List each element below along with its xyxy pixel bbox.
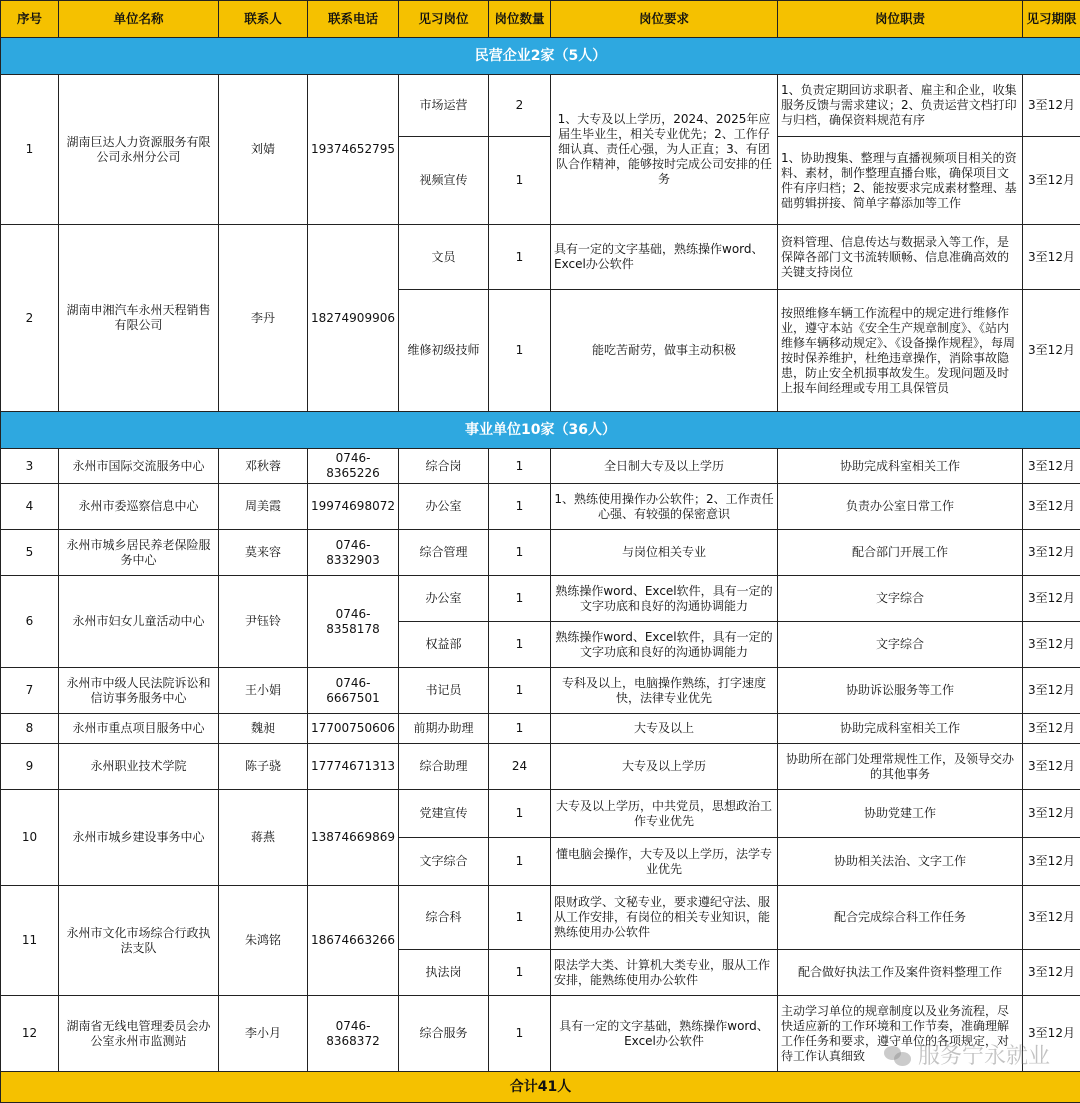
post-count: 1 bbox=[489, 484, 551, 530]
internship-term: 3至12月 bbox=[1023, 576, 1080, 622]
post-duty: 1、负责定期回访求职者、雇主和企业，收集服务反馈与需求建议；2、负责运营文档打印与归档，确保资料规范有序 bbox=[778, 75, 1023, 137]
post-requirement: 大专及以上 bbox=[551, 714, 778, 744]
org-name: 湖南申湘汽车永州天程销售有限公司 bbox=[59, 225, 219, 412]
post-count: 1 bbox=[489, 886, 551, 950]
internship-term: 3至12月 bbox=[1023, 744, 1080, 790]
post-name: 书记员 bbox=[399, 668, 489, 714]
table-row bbox=[1, 530, 1080, 576]
post-duty: 协助诉讼服务等工作 bbox=[778, 668, 1023, 714]
org-name: 永州职业技术学院 bbox=[59, 744, 219, 790]
phone-number: 0746-8332903 bbox=[308, 530, 399, 576]
org-name: 永州市委巡察信息中心 bbox=[59, 484, 219, 530]
header-org-name: 单位名称 bbox=[59, 1, 219, 38]
post-duty: 配合完成综合科工作任务 bbox=[778, 886, 1023, 950]
post-requirement: 大专及以上学历，中共党员，思想政治工作专业优先 bbox=[551, 790, 778, 838]
internship-term: 3至12月 bbox=[1023, 484, 1080, 530]
row-no: 3 bbox=[1, 449, 59, 484]
post-count: 2 bbox=[489, 75, 551, 137]
phone-number: 0746-8368372 bbox=[308, 996, 399, 1072]
internship-term: 3至12月 bbox=[1023, 137, 1080, 225]
post-count: 1 bbox=[489, 290, 551, 412]
post-count: 1 bbox=[489, 950, 551, 996]
row-no: 10 bbox=[1, 790, 59, 886]
post-count: 1 bbox=[489, 137, 551, 225]
phone-number: 18674663266 bbox=[308, 886, 399, 996]
contact-person: 王小娟 bbox=[219, 668, 308, 714]
post-name: 市场运营 bbox=[399, 75, 489, 137]
table-row bbox=[1, 996, 1080, 1072]
table-row bbox=[1, 886, 1080, 950]
internship-term: 3至12月 bbox=[1023, 449, 1080, 484]
internship-term: 3至12月 bbox=[1023, 714, 1080, 744]
header-count: 岗位数量 bbox=[489, 1, 551, 38]
post-name: 办公室 bbox=[399, 576, 489, 622]
org-name: 湖南巨达人力资源服务有限公司永州分公司 bbox=[59, 75, 219, 225]
post-count: 1 bbox=[489, 996, 551, 1072]
internship-term: 3至12月 bbox=[1023, 622, 1080, 668]
contact-person: 蒋燕 bbox=[219, 790, 308, 886]
total-row bbox=[1, 1072, 1080, 1103]
org-name: 永州市文化市场综合行政执法支队 bbox=[59, 886, 219, 996]
post-requirement: 具有一定的文字基础，熟练操作word、Excel办公软件 bbox=[551, 225, 778, 290]
header-no: 序号 bbox=[1, 1, 59, 38]
post-requirement: 具有一定的文字基础，熟练操作word、Excel办公软件 bbox=[551, 996, 778, 1072]
post-duty: 协助党建工作 bbox=[778, 790, 1023, 838]
row-no: 8 bbox=[1, 714, 59, 744]
post-duty: 协助所在部门处理常规性工作，及领导交办的其他事务 bbox=[778, 744, 1023, 790]
post-duty: 文字综合 bbox=[778, 622, 1023, 668]
section-row-public bbox=[1, 412, 1080, 449]
table-row bbox=[1, 790, 1080, 838]
org-name: 永州市国际交流服务中心 bbox=[59, 449, 219, 484]
post-requirement: 与岗位相关专业 bbox=[551, 530, 778, 576]
header-requirement: 岗位要求 bbox=[551, 1, 778, 38]
phone-number: 19374652795 bbox=[308, 75, 399, 225]
header-row bbox=[1, 1, 1080, 38]
total-label: 合计41人 bbox=[1, 1072, 1080, 1103]
phone-number: 19974698072 bbox=[308, 484, 399, 530]
contact-person: 魏昶 bbox=[219, 714, 308, 744]
row-no: 9 bbox=[1, 744, 59, 790]
post-requirement: 熟练操作word、Excel软件，具有一定的文字功底和良好的沟通协调能力 bbox=[551, 576, 778, 622]
internship-term: 3至12月 bbox=[1023, 290, 1080, 412]
contact-person: 李丹 bbox=[219, 225, 308, 412]
post-count: 1 bbox=[489, 530, 551, 576]
post-duty: 按照维修车辆工作流程中的规定进行维修作业，遵守本站《安全生产规章制度》、《站内维修车辆移动规定》、《设备操作规程》，每周按时保养维护，杜绝违章操作，消除事故隐患，防止安全机损事故发生。发现问题及时上报车间经理或专用工具保管员 bbox=[778, 290, 1023, 412]
post-name: 综合服务 bbox=[399, 996, 489, 1072]
post-count: 1 bbox=[489, 622, 551, 668]
org-name: 永州市城乡建设事务中心 bbox=[59, 790, 219, 886]
post-count: 24 bbox=[489, 744, 551, 790]
post-duty: 协助完成科室相关工作 bbox=[778, 714, 1023, 744]
row-no: 11 bbox=[1, 886, 59, 996]
row-no: 5 bbox=[1, 530, 59, 576]
post-name: 前期办助理 bbox=[399, 714, 489, 744]
post-name: 权益部 bbox=[399, 622, 489, 668]
post-count: 1 bbox=[489, 714, 551, 744]
post-count: 1 bbox=[489, 838, 551, 886]
phone-number: 0746-8358178 bbox=[308, 576, 399, 668]
contact-person: 莫来容 bbox=[219, 530, 308, 576]
post-duty: 协助相关法治、文字工作 bbox=[778, 838, 1023, 886]
post-name: 综合管理 bbox=[399, 530, 489, 576]
post-name: 综合岗 bbox=[399, 449, 489, 484]
row-no: 7 bbox=[1, 668, 59, 714]
row-no: 6 bbox=[1, 576, 59, 668]
table-row bbox=[1, 576, 1080, 622]
table-row bbox=[1, 668, 1080, 714]
internship-term: 3至12月 bbox=[1023, 530, 1080, 576]
post-count: 1 bbox=[489, 576, 551, 622]
post-name: 视频宣传 bbox=[399, 137, 489, 225]
post-requirement: 专科及以上，电脑操作熟练，打字速度快，法律专业优先 bbox=[551, 668, 778, 714]
org-name: 永州市重点项目服务中心 bbox=[59, 714, 219, 744]
table-row bbox=[1, 744, 1080, 790]
post-requirement: 懂电脑会操作，大专及以上学历，法学专业优先 bbox=[551, 838, 778, 886]
table-row bbox=[1, 714, 1080, 744]
phone-number: 0746-8365226 bbox=[308, 449, 399, 484]
post-name: 办公室 bbox=[399, 484, 489, 530]
header-term: 见习期限 bbox=[1023, 1, 1080, 38]
post-name: 综合助理 bbox=[399, 744, 489, 790]
contact-person: 朱鸿铭 bbox=[219, 886, 308, 996]
internship-term: 3至12月 bbox=[1023, 75, 1080, 137]
phone-number: 13874669869 bbox=[308, 790, 399, 886]
internship-term: 3至12月 bbox=[1023, 996, 1080, 1072]
post-requirement: 大专及以上学历 bbox=[551, 744, 778, 790]
post-count: 1 bbox=[489, 449, 551, 484]
post-name: 执法岗 bbox=[399, 950, 489, 996]
table-row bbox=[1, 225, 1080, 290]
post-count: 1 bbox=[489, 790, 551, 838]
post-requirement: 1、大专及以上学历，2024、2025年应届生毕业生，相关专业优先；2、工作仔细认真、责任心强，为人正直；3、有团队合作精神，能够按时完成公司安排的任务 bbox=[551, 75, 778, 225]
org-name: 湖南省无线电管理委员会办公室永州市监测站 bbox=[59, 996, 219, 1072]
post-requirement: 熟练操作word、Excel软件，具有一定的文字功底和良好的沟通协调能力 bbox=[551, 622, 778, 668]
phone-number: 17774671313 bbox=[308, 744, 399, 790]
internship-term: 3至12月 bbox=[1023, 668, 1080, 714]
contact-person: 尹钰铃 bbox=[219, 576, 308, 668]
contact-person: 周美霞 bbox=[219, 484, 308, 530]
internship-term: 3至12月 bbox=[1023, 886, 1080, 950]
post-requirement: 限财政学、文秘专业，要求遵纪守法、服从工作安排，有岗位的相关专业知识，能熟练使用办公软件 bbox=[551, 886, 778, 950]
header-phone: 联系电话 bbox=[308, 1, 399, 38]
row-no: 2 bbox=[1, 225, 59, 412]
post-count: 1 bbox=[489, 668, 551, 714]
internship-term: 3至12月 bbox=[1023, 838, 1080, 886]
watermark-text: 服务宁永就业 bbox=[918, 1039, 1050, 1070]
post-duty: 配合部门开展工作 bbox=[778, 530, 1023, 576]
table-row bbox=[1, 75, 1080, 137]
contact-person: 邓秋蓉 bbox=[219, 449, 308, 484]
post-requirement: 能吃苦耐劳，做事主动积极 bbox=[551, 290, 778, 412]
table-row bbox=[1, 449, 1080, 484]
post-name: 文员 bbox=[399, 225, 489, 290]
org-name: 永州市中级人民法院诉讼和信访事务服务中心 bbox=[59, 668, 219, 714]
phone-number: 0746-6667501 bbox=[308, 668, 399, 714]
row-no: 4 bbox=[1, 484, 59, 530]
header-contact: 联系人 bbox=[219, 1, 308, 38]
header-post: 见习岗位 bbox=[399, 1, 489, 38]
post-name: 文字综合 bbox=[399, 838, 489, 886]
internship-term: 3至12月 bbox=[1023, 225, 1080, 290]
org-name: 永州市妇女儿童活动中心 bbox=[59, 576, 219, 668]
phone-number: 17700750606 bbox=[308, 714, 399, 744]
post-duty: 配合做好执法工作及案件资料整理工作 bbox=[778, 950, 1023, 996]
table-row bbox=[1, 484, 1080, 530]
post-count: 1 bbox=[489, 225, 551, 290]
internship-term: 3至12月 bbox=[1023, 790, 1080, 838]
post-duty: 负责办公室日常工作 bbox=[778, 484, 1023, 530]
post-duty: 协助完成科室相关工作 bbox=[778, 449, 1023, 484]
post-name: 综合科 bbox=[399, 886, 489, 950]
post-duty: 文字综合 bbox=[778, 576, 1023, 622]
section-title: 民营企业2家（5人） bbox=[1, 38, 1080, 75]
post-duty: 资料管理、信息传达与数据录入等工作，是保障各部门文书流转顺畅、信息准确高效的关键支持岗位 bbox=[778, 225, 1023, 290]
post-name: 党建宣传 bbox=[399, 790, 489, 838]
internship-term: 3至12月 bbox=[1023, 950, 1080, 996]
post-requirement: 限法学大类、计算机大类专业，服从工作安排，能熟练使用办公软件 bbox=[551, 950, 778, 996]
row-no: 1 bbox=[1, 75, 59, 225]
contact-person: 刘婧 bbox=[219, 75, 308, 225]
section-title: 事业单位10家（36人） bbox=[1, 412, 1080, 449]
contact-person: 陈子骁 bbox=[219, 744, 308, 790]
post-duty: 主动学习单位的规章制度以及业务流程，尽快适应新的工作环境和工作节奏，准确理解工作任务和要求，遵守单位的各项规定，对待工作认真细致 bbox=[778, 996, 1023, 1072]
row-no: 12 bbox=[1, 996, 59, 1072]
org-name: 永州市城乡居民养老保险服务中心 bbox=[59, 530, 219, 576]
post-requirement: 1、熟练使用操作办公软件；2、工作责任心强、有较强的保密意识 bbox=[551, 484, 778, 530]
post-duty: 1、协助搜集、整理与直播视频项目相关的资料、素材，制作整理直播台账，确保项目文件有序归档；2、能按要求完成素材整理、基础剪辑拼接、简单字幕添加等工作 bbox=[778, 137, 1023, 225]
post-name: 维修初级技师 bbox=[399, 290, 489, 412]
header-duty: 岗位职责 bbox=[778, 1, 1023, 38]
section-row-private bbox=[1, 38, 1080, 75]
post-requirement: 全日制大专及以上学历 bbox=[551, 449, 778, 484]
phone-number: 18274909906 bbox=[308, 225, 399, 412]
contact-person: 李小月 bbox=[219, 996, 308, 1072]
